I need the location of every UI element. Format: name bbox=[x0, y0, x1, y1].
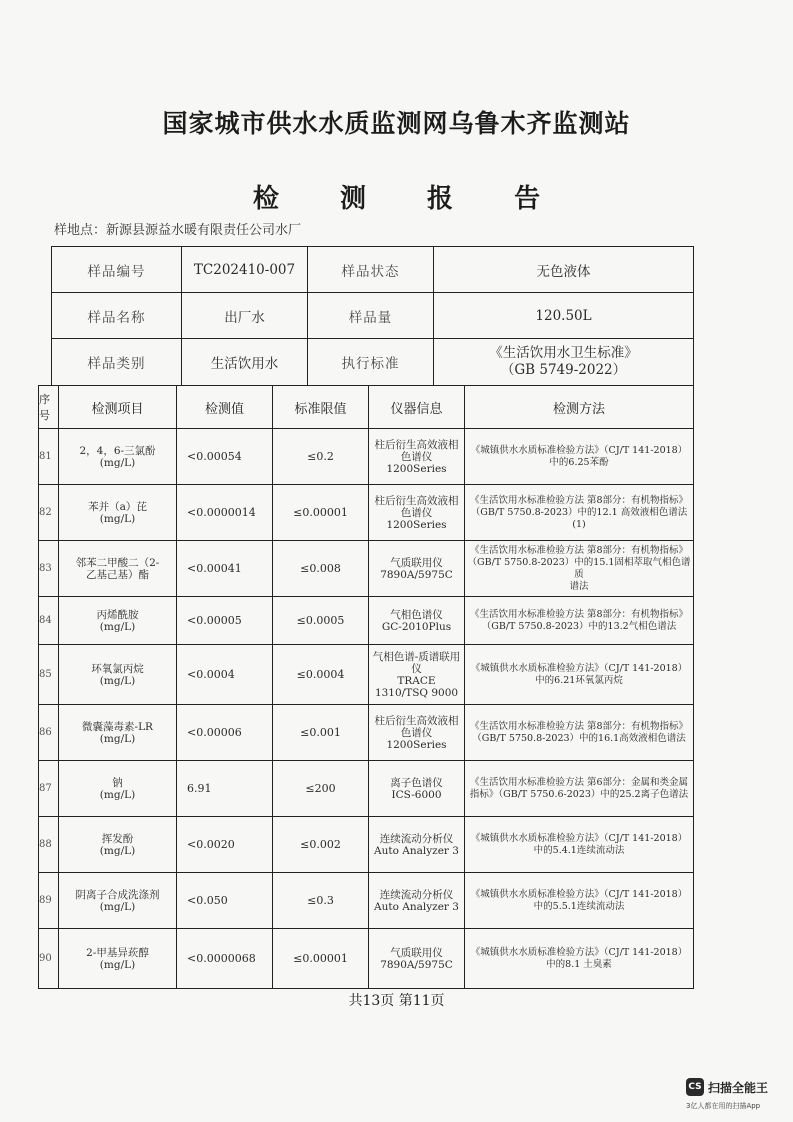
row-seq: 87 bbox=[39, 761, 59, 817]
item-name: 挥发酚 bbox=[101, 832, 134, 845]
instrument-line: 7890A/5975C bbox=[380, 958, 453, 971]
item-name: 环氧氯丙烷 bbox=[91, 662, 144, 675]
row-seq: 84 bbox=[39, 597, 59, 645]
sample-state-value: 无色液体 bbox=[434, 247, 694, 293]
instrument-line: 离子色谱仪 bbox=[390, 776, 443, 789]
row-instrument bbox=[369, 817, 465, 873]
instrument-line: 1200Series bbox=[386, 462, 447, 475]
method-line: 中的6.21环氧氯丙烷 bbox=[535, 674, 623, 686]
instrument-line: 色谱仪 bbox=[400, 726, 433, 739]
result-row bbox=[39, 873, 694, 929]
item-name: 邻苯二甲酸二（2- bbox=[75, 556, 160, 569]
sample-info-row bbox=[52, 293, 694, 339]
method-line: 《生活饮用水标准检验方法 第8部分：有机物指标》 bbox=[469, 544, 689, 556]
row-instrument bbox=[369, 597, 465, 645]
standard-code: （GB 5749-2022） bbox=[500, 362, 627, 378]
result-row bbox=[39, 761, 694, 817]
row-instrument bbox=[369, 645, 465, 705]
sample-id-value: TC202410-007 bbox=[182, 247, 308, 293]
row-item bbox=[59, 541, 177, 597]
row-instrument bbox=[369, 873, 465, 929]
item-unit: (mg/L) bbox=[99, 958, 136, 971]
row-item bbox=[59, 817, 177, 873]
method-line: 《城镇供水水质标准检验方法》（CJ/T 141-2018） bbox=[470, 444, 688, 456]
row-item bbox=[59, 705, 177, 761]
camscanner-logo-icon: CS bbox=[686, 1078, 704, 1096]
watermark-tagline: 3亿人都在用的扫描App bbox=[686, 1102, 761, 1110]
sample-id-label: 样品编号 bbox=[52, 247, 182, 293]
method-line: 《生活饮用水标准检验方法 第8部分：有机物指标》 bbox=[469, 494, 689, 506]
row-method bbox=[465, 485, 694, 541]
method-line: 谱法 bbox=[569, 580, 589, 592]
item-name: 阴离子合成洗涤剂 bbox=[75, 888, 160, 901]
result-row bbox=[39, 929, 694, 989]
instrument-line: 气质联用仪 bbox=[390, 946, 443, 959]
row-value: 6.91 bbox=[177, 761, 273, 817]
sample-info-table bbox=[51, 246, 694, 386]
row-value: <0.050 bbox=[177, 873, 273, 929]
instrument-line: 气质联用仪 bbox=[390, 556, 443, 569]
row-method bbox=[465, 705, 694, 761]
row-limit: ≤0.00001 bbox=[273, 485, 369, 541]
result-row bbox=[39, 485, 694, 541]
method-line: 《城镇供水水质标准检验方法》（CJ/T 141-2018） bbox=[470, 888, 688, 900]
row-method bbox=[465, 761, 694, 817]
method-line: 《城镇供水水质标准检验方法》（CJ/T 141-2018） bbox=[470, 946, 688, 958]
instrument-line: 7890A/5975C bbox=[380, 568, 453, 581]
method-line: 《城镇供水水质标准检验方法》（CJ/T 141-2018） bbox=[470, 662, 688, 674]
standard-value bbox=[434, 339, 694, 386]
row-item bbox=[59, 485, 177, 541]
item-name: 2-甲基异莰醇 bbox=[86, 946, 149, 959]
row-seq: 81 bbox=[39, 429, 59, 485]
instrument-line: 连续流动分析仪 bbox=[379, 888, 454, 901]
item-unit: (mg/L) bbox=[99, 674, 136, 687]
instrument-line: 柱后衍生高效液相 bbox=[374, 714, 459, 727]
item-unit: (mg/L) bbox=[99, 456, 136, 469]
sample-name-label: 样品名称 bbox=[52, 293, 182, 339]
result-row bbox=[39, 597, 694, 645]
item-unit: (mg/L) bbox=[99, 900, 136, 913]
row-limit: ≤0.002 bbox=[273, 817, 369, 873]
method-line: 中的8.1 土臭素 bbox=[546, 958, 612, 970]
page-number: 共13页 第11页 bbox=[348, 993, 445, 1009]
instrument-line: 1200Series bbox=[386, 738, 447, 751]
row-limit: ≤0.008 bbox=[273, 541, 369, 597]
row-instrument bbox=[369, 705, 465, 761]
method-line: 中的5.5.1连续流动法 bbox=[533, 900, 625, 912]
method-line: (1) bbox=[572, 518, 586, 530]
row-method bbox=[465, 597, 694, 645]
method-line: 指标》（GB/T 5750.6-2023）中的25.2离子色谱法 bbox=[469, 788, 689, 800]
row-value: <0.0004 bbox=[177, 645, 273, 705]
row-seq: 83 bbox=[39, 541, 59, 597]
header-seq: 序号 bbox=[39, 386, 59, 429]
instrument-line: 1200Series bbox=[386, 518, 447, 531]
row-instrument bbox=[369, 541, 465, 597]
instrument-line: 柱后衍生高效液相 bbox=[374, 438, 459, 451]
row-method bbox=[465, 817, 694, 873]
row-value: <0.0020 bbox=[177, 817, 273, 873]
row-instrument bbox=[369, 929, 465, 989]
row-method bbox=[465, 429, 694, 485]
header-limit: 标准限值 bbox=[273, 386, 369, 429]
row-seq: 88 bbox=[39, 817, 59, 873]
row-value: <0.00005 bbox=[177, 597, 273, 645]
sample-info-row bbox=[52, 339, 694, 386]
method-line: 中的6.25苯酚 bbox=[549, 456, 609, 468]
method-line: 《生活饮用水标准检验方法 第8部分：有机物指标》 bbox=[469, 608, 689, 620]
row-value: <0.00041 bbox=[177, 541, 273, 597]
row-value: <0.0000068 bbox=[177, 929, 273, 989]
item-unit: (mg/L) bbox=[99, 512, 136, 525]
row-item bbox=[59, 429, 177, 485]
instrument-line: GC-2010Plus bbox=[381, 620, 452, 633]
header-value: 检测值 bbox=[177, 386, 273, 429]
sample-state-label: 样品状态 bbox=[308, 247, 434, 293]
item-name: 2，4，6-三氯酚 bbox=[79, 444, 156, 457]
method-line: （GB/T 5750.8-2023）中的13.2气相色谱法 bbox=[481, 620, 677, 632]
header-instrument: 仪器信息 bbox=[369, 386, 465, 429]
row-instrument bbox=[369, 761, 465, 817]
item-name: 丙烯酰胺 bbox=[96, 608, 139, 621]
watermark-name: 扫描全能王 bbox=[708, 1080, 769, 1095]
row-item bbox=[59, 761, 177, 817]
item-unit: (mg/L) bbox=[99, 732, 136, 745]
row-method bbox=[465, 873, 694, 929]
item-unit: (mg/L) bbox=[99, 844, 136, 857]
row-limit: ≤0.001 bbox=[273, 705, 369, 761]
item-name: 钠 bbox=[112, 776, 123, 789]
item-unit: (mg/L) bbox=[99, 788, 136, 801]
instrument-line: 仪 bbox=[411, 662, 422, 675]
row-method bbox=[465, 645, 694, 705]
sample-amount-label: 样品量 bbox=[308, 293, 434, 339]
instrument-line: Auto Analyzer 3 bbox=[374, 844, 459, 857]
instrument-line: 色谱仪 bbox=[400, 450, 433, 463]
row-method bbox=[465, 541, 694, 597]
result-row bbox=[39, 705, 694, 761]
sample-category-label: 样品类别 bbox=[52, 339, 182, 386]
method-line: （GB/T 5750.8-2023）中的15.1固相萃取气相色谱质 bbox=[467, 556, 691, 580]
instrument-line: 气相色谱仪 bbox=[390, 608, 443, 621]
row-item bbox=[59, 929, 177, 989]
instrument-line: TRACE 1310/TSQ 9000 bbox=[374, 674, 459, 699]
result-row bbox=[39, 817, 694, 873]
organization-title: 国家城市供水水质监测网乌鲁木齐监测站 bbox=[162, 109, 631, 138]
instrument-line: 色谱仪 bbox=[400, 506, 433, 519]
row-value: <0.00054 bbox=[177, 429, 273, 485]
header-item: 检测项目 bbox=[59, 386, 177, 429]
row-limit: ≤0.3 bbox=[273, 873, 369, 929]
row-limit: ≤0.0005 bbox=[273, 597, 369, 645]
method-line: （GB/T 5750.8-2023）中的12.1 高效液相色谱法 bbox=[470, 506, 688, 518]
method-line: 《生活饮用水标准检验方法 第6部分：金属和类金属 bbox=[469, 776, 689, 788]
instrument-line: 柱后衍生高效液相 bbox=[374, 494, 459, 507]
row-value: <0.00006 bbox=[177, 705, 273, 761]
instrument-line: ICS-6000 bbox=[391, 788, 442, 801]
result-row bbox=[39, 541, 694, 597]
row-item bbox=[59, 645, 177, 705]
instrument-line: 气相色谱-质谱联用 bbox=[372, 650, 461, 663]
sample-category-value: 生活饮用水 bbox=[182, 339, 308, 386]
sampling-location bbox=[54, 219, 301, 238]
method-line: （GB/T 5750.8-2023）中的16.1高效液相色谱法 bbox=[472, 732, 686, 744]
method-line: 《生活饮用水标准检验方法 第8部分：有机物指标》 bbox=[469, 720, 689, 732]
row-seq: 85 bbox=[39, 645, 59, 705]
result-row bbox=[39, 645, 694, 705]
row-limit: ≤200 bbox=[273, 761, 369, 817]
standard-name: 《生活饮用水卫生标准》 bbox=[489, 345, 638, 361]
sample-name-value: 出厂水 bbox=[182, 293, 308, 339]
row-item bbox=[59, 597, 177, 645]
row-limit: ≤0.0004 bbox=[273, 645, 369, 705]
row-seq: 89 bbox=[39, 873, 59, 929]
row-instrument bbox=[369, 429, 465, 485]
row-seq: 90 bbox=[39, 929, 59, 989]
row-value: <0.0000014 bbox=[177, 485, 273, 541]
row-instrument bbox=[369, 485, 465, 541]
item-unit: (mg/L) bbox=[99, 620, 136, 633]
scanner-watermark bbox=[686, 1078, 768, 1096]
method-line: 《城镇供水水质标准检验方法》（CJ/T 141-2018） bbox=[470, 832, 688, 844]
row-seq: 82 bbox=[39, 485, 59, 541]
standard-label: 执行标准 bbox=[308, 339, 434, 386]
row-item bbox=[59, 873, 177, 929]
item-name: 微囊藻毒素-LR bbox=[82, 720, 153, 733]
row-seq: 86 bbox=[39, 705, 59, 761]
item-unit: 乙基己基）酯 bbox=[86, 568, 149, 581]
row-limit: ≤0.00001 bbox=[273, 929, 369, 989]
sample-amount-value: 120.50L bbox=[434, 293, 694, 339]
location-label: 样地点： bbox=[54, 223, 107, 238]
instrument-line: Auto Analyzer 3 bbox=[374, 900, 459, 913]
report-title: 检 测 报 告 bbox=[252, 184, 567, 214]
results-table bbox=[38, 385, 694, 989]
row-limit: ≤0.2 bbox=[273, 429, 369, 485]
row-method bbox=[465, 929, 694, 989]
instrument-line: 连续流动分析仪 bbox=[379, 832, 454, 845]
results-header-row bbox=[39, 386, 694, 429]
sample-info-row bbox=[52, 247, 694, 293]
item-name: 苯并（a）芘 bbox=[88, 500, 147, 513]
result-row bbox=[39, 429, 694, 485]
header-method: 检测方法 bbox=[465, 386, 694, 429]
location-value: 新源县源益水暖有限责任公司水厂 bbox=[106, 223, 302, 238]
method-line: 中的5.4.1连续流动法 bbox=[533, 844, 625, 856]
